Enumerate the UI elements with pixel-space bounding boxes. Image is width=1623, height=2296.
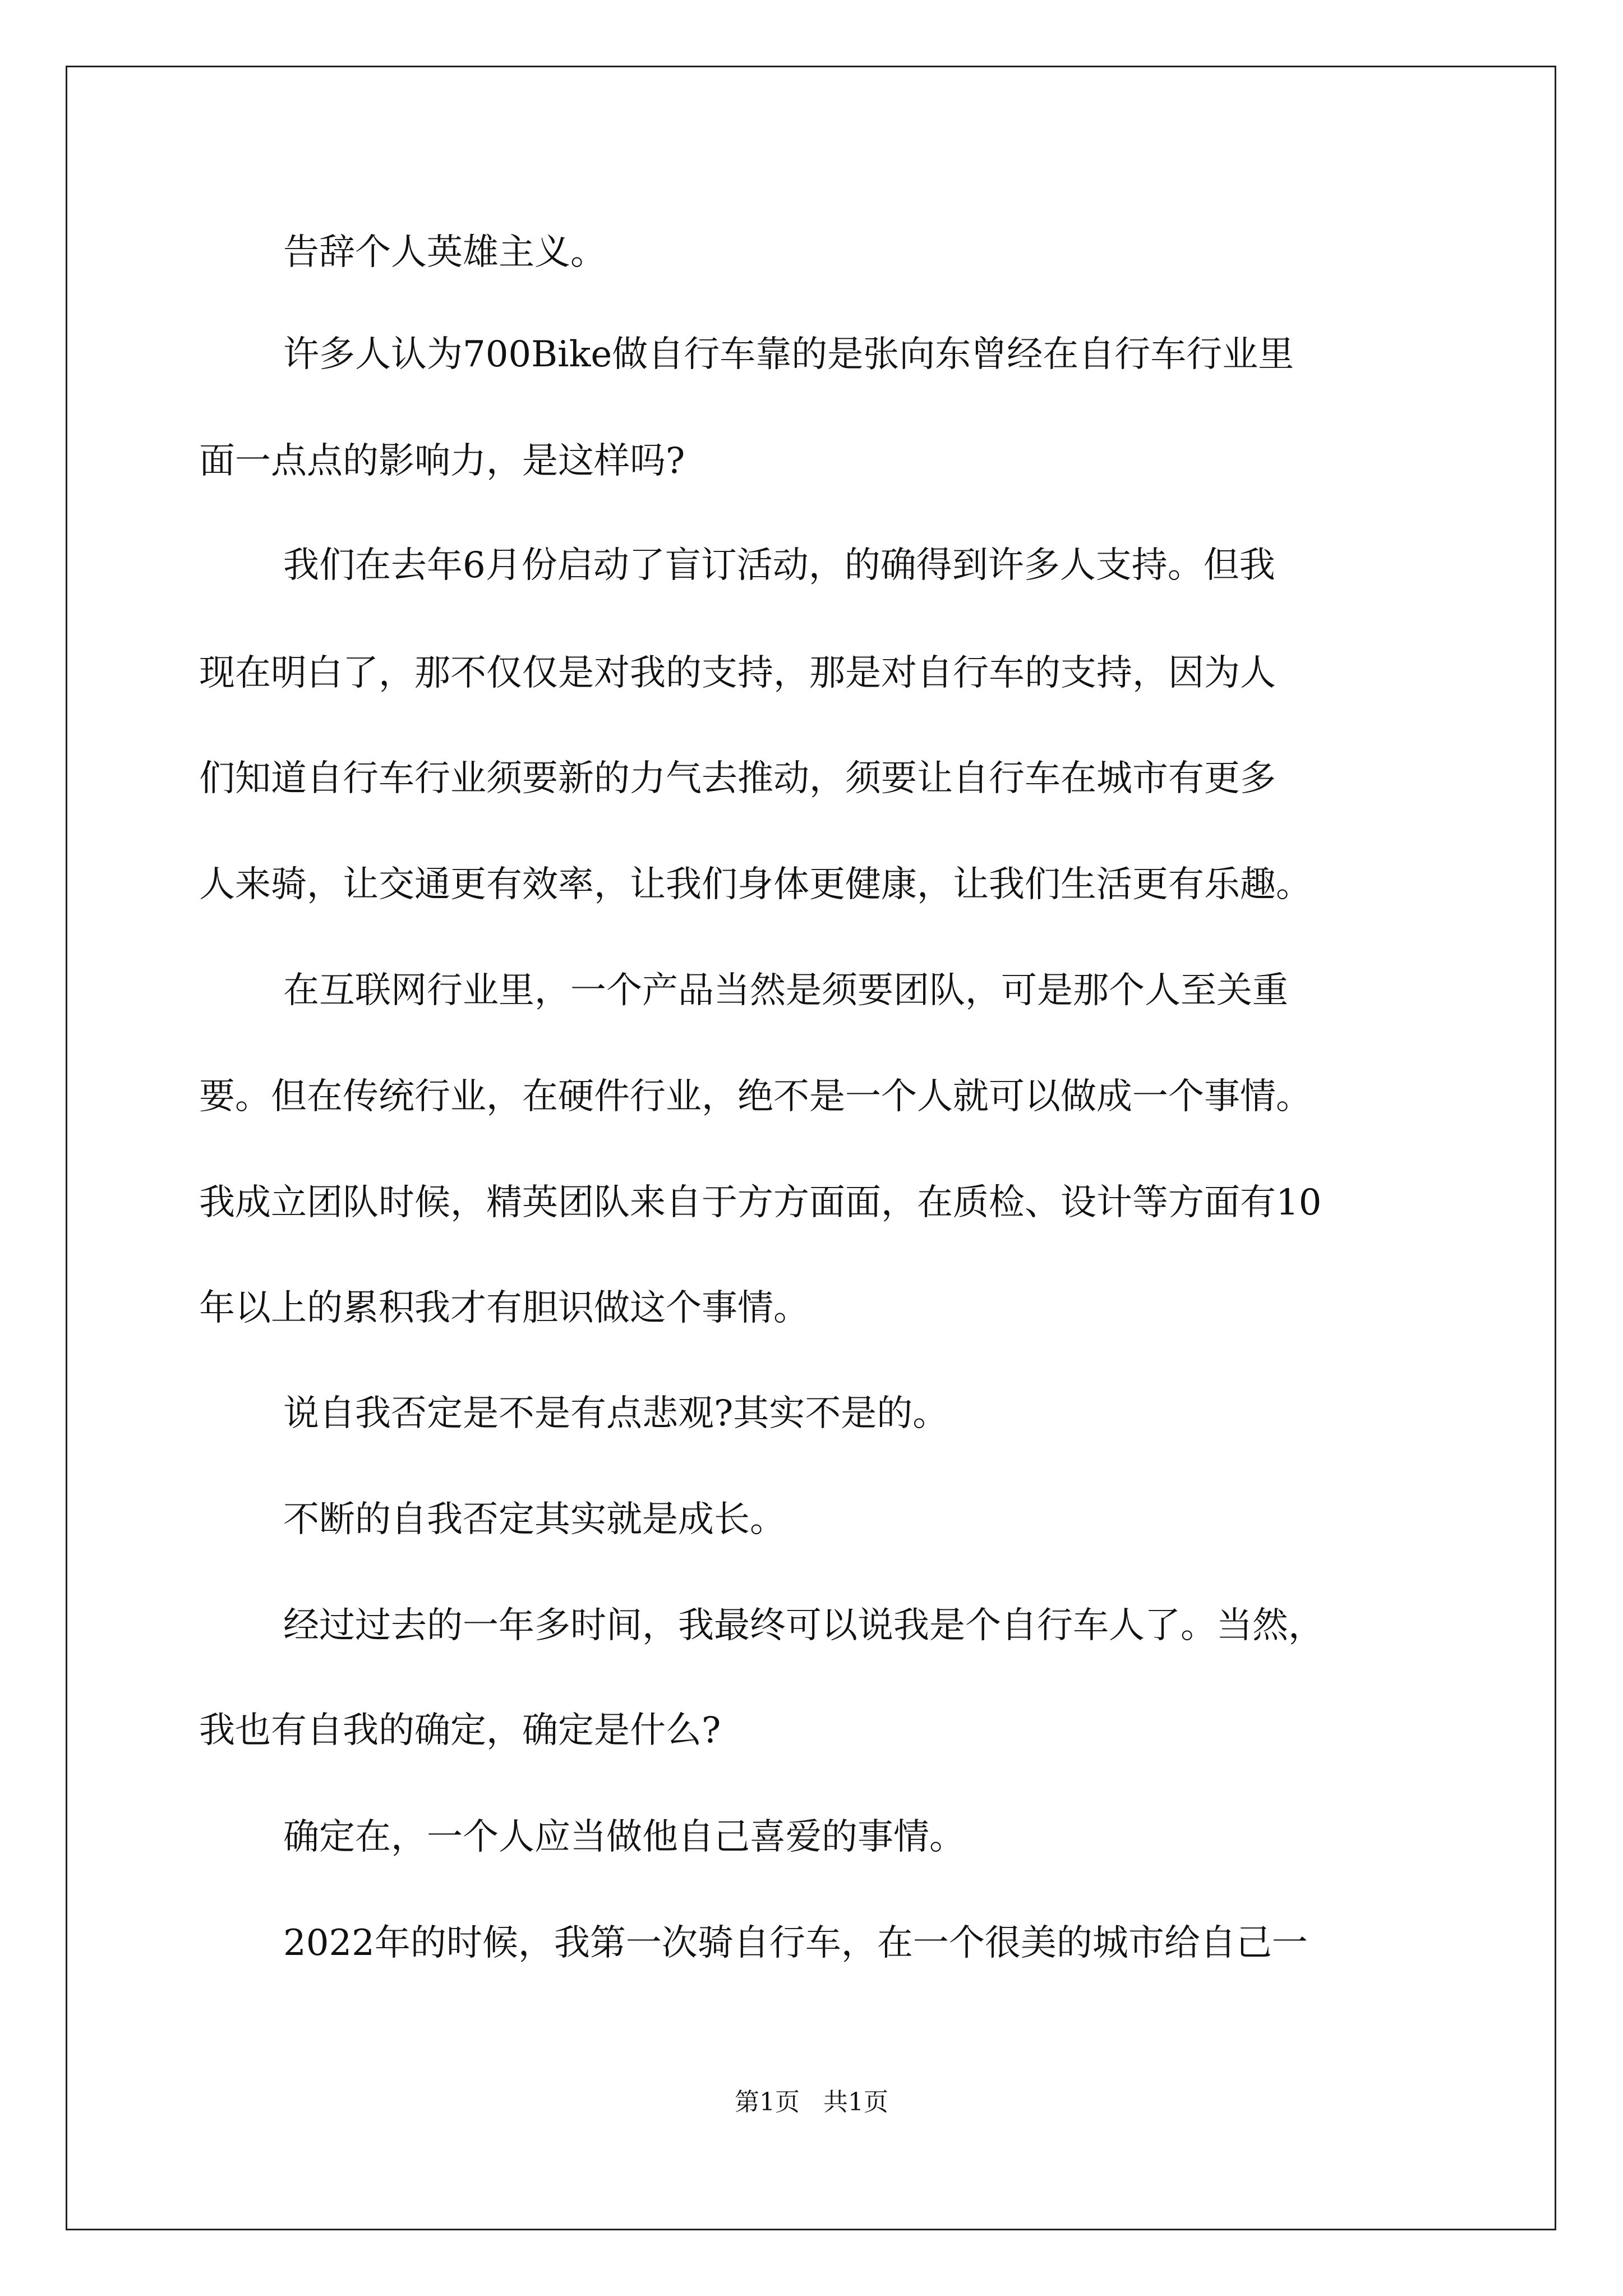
paragraph-line: 我成立团队时候，精英团队来自于方方面面，在质检、设计等方面有10 [199,1182,1322,1223]
paragraph-line: 我也有自我的确定，确定是什么? [199,1710,721,1751]
paragraph-line: 人来骑，让交通更有效率，让我们身体更健康，让我们生活更有乐趣。 [199,864,1312,905]
paragraph-line: 要。但在传统行业，在硬件行业，绝不是一个人就可以做成一个事情。 [199,1076,1312,1117]
paragraph-line: 确定在，一个人应当做他自己喜爱的事情。 [283,1816,965,1858]
paragraph-line: 们知道自行车行业须要新的力气去推动，须要让自行车在城市有更多 [199,758,1276,799]
paragraph-line: 年以上的累积我才有胆识做这个事情。 [199,1287,809,1329]
paragraph-line: 我们在去年6月份启动了盲订活动，的确得到许多人支持。但我 [283,545,1275,586]
paragraph-line: 许多人认为700Bike做自行车靠的是张向东曾经在自行车行业里 [283,334,1294,375]
paragraph-line: 面一点点的影响力，是这样吗? [199,440,685,482]
paragraph-line: 现在明白了，那不仅仅是对我的支持，那是对自行车的支持，因为人 [199,652,1276,694]
paragraph-line: 说自我否定是不是有点悲观?其实不是的。 [283,1393,949,1434]
paragraph-line: 不断的自我否定其实就是成长。 [283,1499,786,1540]
paragraph-line: 2022年的时候，我第一次骑自行车，在一个很美的城市给自己一 [283,1922,1308,1964]
paragraph-line: 经过过去的一年多时间，我最终可以说我是个自行车人了。当然， [283,1605,1324,1646]
page-footer: 第1页 共1页 [735,2088,888,2116]
page-border [66,66,1556,2230]
paragraph-line: 告辞个人英雄主义。 [283,232,606,273]
paragraph-line: 在互联网行业里，一个产品当然是须要团队，可是那个人至关重 [283,970,1288,1011]
